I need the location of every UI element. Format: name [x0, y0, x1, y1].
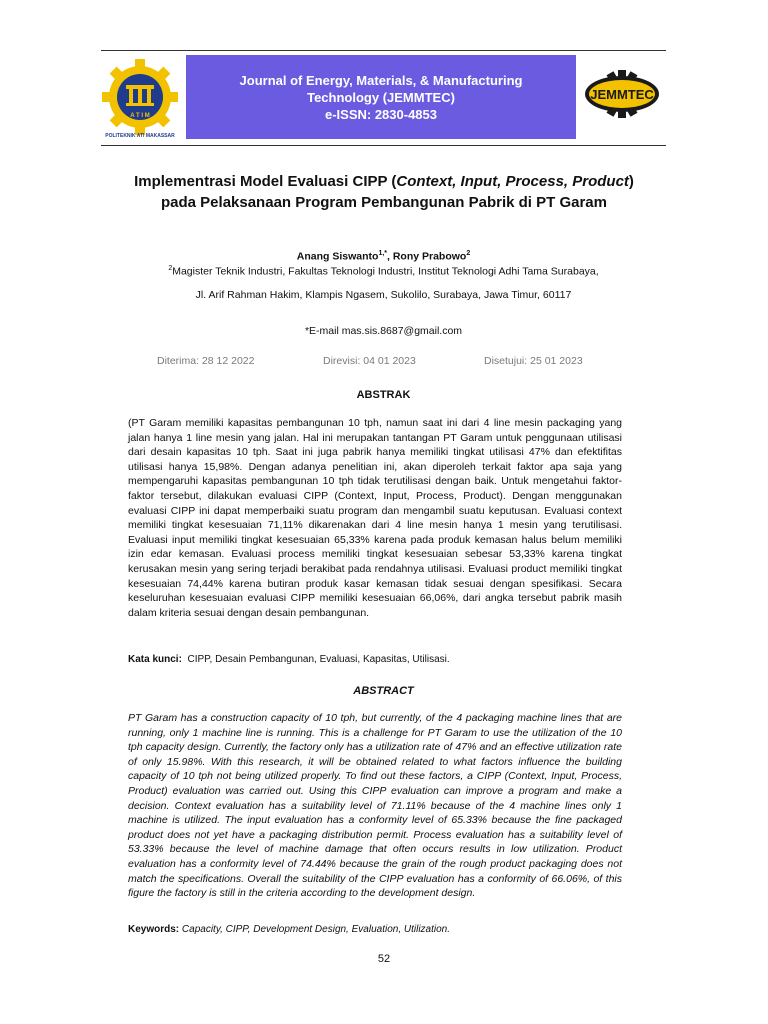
keywords-label: Keywords:	[128, 924, 180, 935]
author-2-sup: 2	[466, 250, 471, 257]
author-1: Anang Siswanto	[296, 250, 379, 263]
header-bottom-rule	[101, 145, 666, 146]
author-2: , Rony Prabowo	[387, 250, 467, 263]
address: Jl. Arif Rahman Hakim, Klampis Ngasem, Sukolilo, Surabaya, Jawa Timur, 60117	[195, 289, 572, 301]
paper-title	[120, 171, 648, 213]
accepted-date: Disetujui: 25 01 2023	[484, 355, 583, 367]
title-italic-part: Context, Input, Process, Product	[396, 173, 629, 190]
abstract-text: PT Garam has a construction capacity of 10 tph, but currently, of the 4 packaging machine lines that are running, only 1 machine line is running. This is a challenge for PT Garam to use the utilization of the 10 tph capacity design. Currently, the factory only has a utilization rate of 47% and an effective utilization rate of only 15.98%. With this research, it will be obtained related to what factors influence the building capacity of 10 tph not being utilized properly. To find out these factors, a CIPP (Context, Input, Process, Product) evaluation was carried out. Using this CIPP evaluation can improve a program and make a decision. Context evaluation has a suitability level of 71.11% because of the 4 machine lines only 1 machine is utilized. The input evaluation has a conformity level of 65.33% because the fine packaged product does not yet have a packaging distribution permit. Process evaluation has a suitability level of 53.33% because the level of machine damage that often occurs results in low utilization. Product evaluation has a conformity level of 74.44% because the grain of the rough product packaging does not match the specifications. Overall the suitability of the CIPP evaluation has a conformity of 66.06%, of this figure the factory is still in the criteria according to the development design.	[128, 712, 622, 900]
affiliation	[101, 265, 666, 278]
revised-date: Direvisi: 04 01 2023	[323, 355, 416, 367]
jemmtec-logo	[583, 70, 661, 118]
kata-kunci	[128, 654, 622, 665]
journal-banner	[186, 55, 576, 139]
email: *E-mail mas.sis.8687@gmail.com	[304, 325, 463, 337]
keywords	[128, 924, 622, 935]
kata-kunci-text: CIPP, Desain Pembangunan, Evaluasi, Kapasitas, Utilisasi.	[187, 654, 450, 665]
page-number: 52	[377, 953, 391, 965]
journal-name-line2: Technology (JEMMTEC)	[307, 89, 455, 105]
journal-name-line1: Journal of Energy, Materials, & Manufacturing	[239, 72, 523, 88]
logo-inner-text: A T I M	[130, 113, 150, 119]
kata-kunci-label: Kata kunci:	[128, 654, 182, 665]
abstrak-text: (PT Garam memiliki kapasitas pembangunan 10 tph, namun saat ini dari 4 line mesin packaging yang jalan hanya 1 line mesin yang jalan. Hal ini merupakan tantangan PT Garam untuk penggunaan utilisasi dari desain kapasitas 10 tph. Saat ini juga pabrik hanya memiliki tingkat utilisasi 47% dan efektifitas utilisasi hanya 15,98%. Dengan adanya penelitian ini, akan diperoleh terkait faktor apa saja yang mempengaruhi kapasitas pembangunan 10 tph tidak terutilisasi dengan baik. Untuk mengetahui faktor-faktor tersebut, dilakukan evaluasi CIPP (Context, Input, Process, Product). Dengan menggunakan evaluasi CIPP ini dapat memperbaiki suatu program dan mengambil suatu keputusan. Evaluasi context memiliki tingkat kesesuaian 71,11% dikarenakan dari 4 line mesin hanya 1 mesin yang terutilisasi. Evaluasi input memiliki tingkat kesesuaian 65,33% karena pada produk kemasan halus belum memiliki izin edar kemasan. Evaluasi process memiliki tingkat kesesuaian sebesar 53,33% karena tingkat kerusakan mesin yang sering terjadi berakibat pada rendahnya utilisasi. Evaluasi product memiliki tingkat kesesuaian 74,44% karena butiran produk kasar kemasan tidak sesuai dengan spesifikasi. Secara keseluruhan kesesuaian evaluasi CIPP memiliki kesesuaian 66,06%, dari angka tersebut pabrik masih dalam kriteria sesuai dengan desain pembangunan.	[128, 417, 622, 619]
abstrak-heading: ABSTRAK	[356, 389, 411, 401]
author-1-sup: 1,*	[378, 250, 387, 257]
politeknik-ati-logo	[101, 57, 179, 139]
title-part: ) pada Pelaksanaan Program Pembangunan Pabrik di PT Garam	[161, 173, 634, 211]
abstract-heading: ABSTRACT	[353, 685, 414, 697]
keywords-text: Capacity, CIPP, Development Design, Evaluation, Utilization.	[181, 924, 451, 935]
affiliation-text: Magister Teknik Industri, Fakultas Teknologi Industri, Institut Teknologi Adhi Tama Surabaya,	[172, 265, 599, 278]
top-rule	[101, 50, 666, 51]
authors	[101, 250, 666, 263]
title-part: Implementrasi Model Evaluasi CIPP (	[134, 173, 397, 190]
journal-issn: e-ISSN: 2830-4853	[324, 106, 437, 122]
jemmtec-logo-text: JEMMTEC	[590, 87, 654, 102]
logo-caption: POLITEKNIK ATI MAKASSAR	[105, 133, 175, 139]
affiliation-sup: 2	[168, 265, 173, 272]
received-date: Diterima: 28 12 2022	[157, 355, 255, 367]
